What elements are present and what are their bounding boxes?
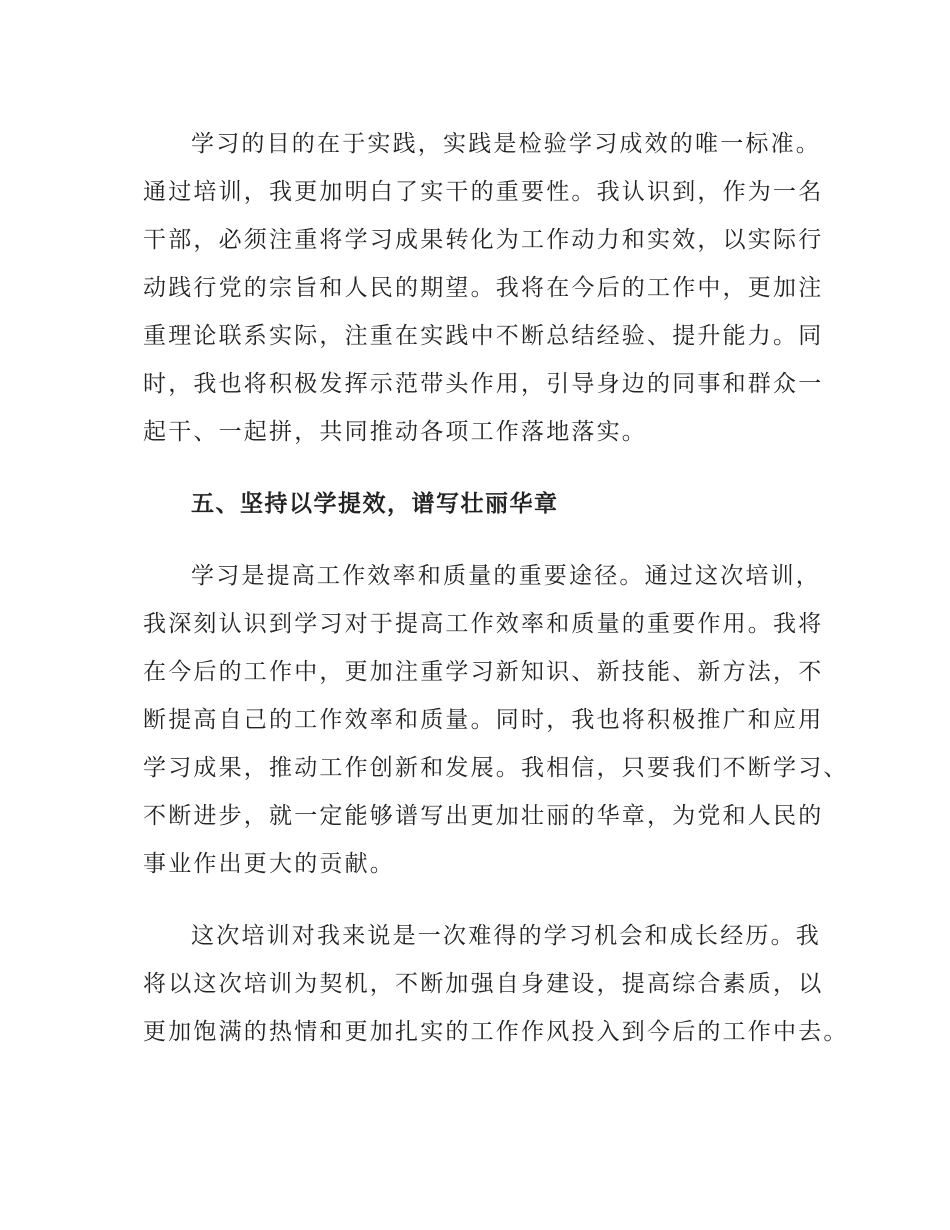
paragraph-line: 学习是提高工作效率和质量的重要途径。通过这次培训， xyxy=(191,563,821,589)
paragraph-line: 起干、一起拼，共同推动各项工作落地落实。 xyxy=(143,419,647,445)
paragraph-line: 动践行党的宗旨和人民的期望。我将在今后的工作中，更加注 xyxy=(143,275,824,301)
paragraph-practice xyxy=(143,120,823,456)
paragraph-spacer xyxy=(143,888,823,912)
paragraph-line: 学习成果，推动工作创新和发展。我相信，只要我们不断学习、 xyxy=(143,755,849,781)
paragraph-line: 不断进步，就一定能够谱写出更加壮丽的华章，为党和人民的 xyxy=(143,803,824,829)
paragraph-line: 在今后的工作中，更加注重学习新知识、新技能、新方法，不 xyxy=(143,659,824,685)
paragraph-line: 将以这次培训为契机，不断加强自身建设，提高综合素质，以 xyxy=(143,971,824,997)
paragraph-line: 重理论联系实际，注重在实践中不断总结经验、提升能力。同 xyxy=(143,323,824,349)
paragraph-spacer xyxy=(143,456,823,480)
paragraph-line: 断提高自己的工作效率和质量。同时，我也将积极推广和应用 xyxy=(143,707,824,733)
paragraph-line: 我深刻认识到学习对于提高工作效率和质量的重要作用。我将 xyxy=(143,611,824,637)
paragraph-line: 学习的目的在于实践，实践是检验学习成效的唯一标准。 xyxy=(191,131,821,157)
paragraph-line: 事业作出更大的贡献。 xyxy=(143,851,395,877)
paragraph-line: 时，我也将积极发挥示范带头作用，引导身边的同事和群众一 xyxy=(143,371,824,397)
paragraph-efficiency xyxy=(143,552,849,888)
section-heading: 五、坚持以学提效，谱写壮丽华章 xyxy=(191,491,559,517)
document-body xyxy=(143,120,849,1056)
paragraph-line: 干部，必须注重将学习成果转化为工作动力和实效，以实际行 xyxy=(143,227,824,253)
paragraph-line: 更加饱满的热情和更加扎实的工作作风投入到今后的工作中去。 xyxy=(143,1019,849,1045)
paragraph-conclusion xyxy=(143,912,849,1056)
paragraph-spacer xyxy=(143,528,823,552)
paragraph-line: 通过培训，我更加明白了实干的重要性。我认识到，作为一名 xyxy=(143,179,824,205)
paragraph-line: 这次培训对我来说是一次难得的学习机会和成长经历。我 xyxy=(191,923,821,949)
